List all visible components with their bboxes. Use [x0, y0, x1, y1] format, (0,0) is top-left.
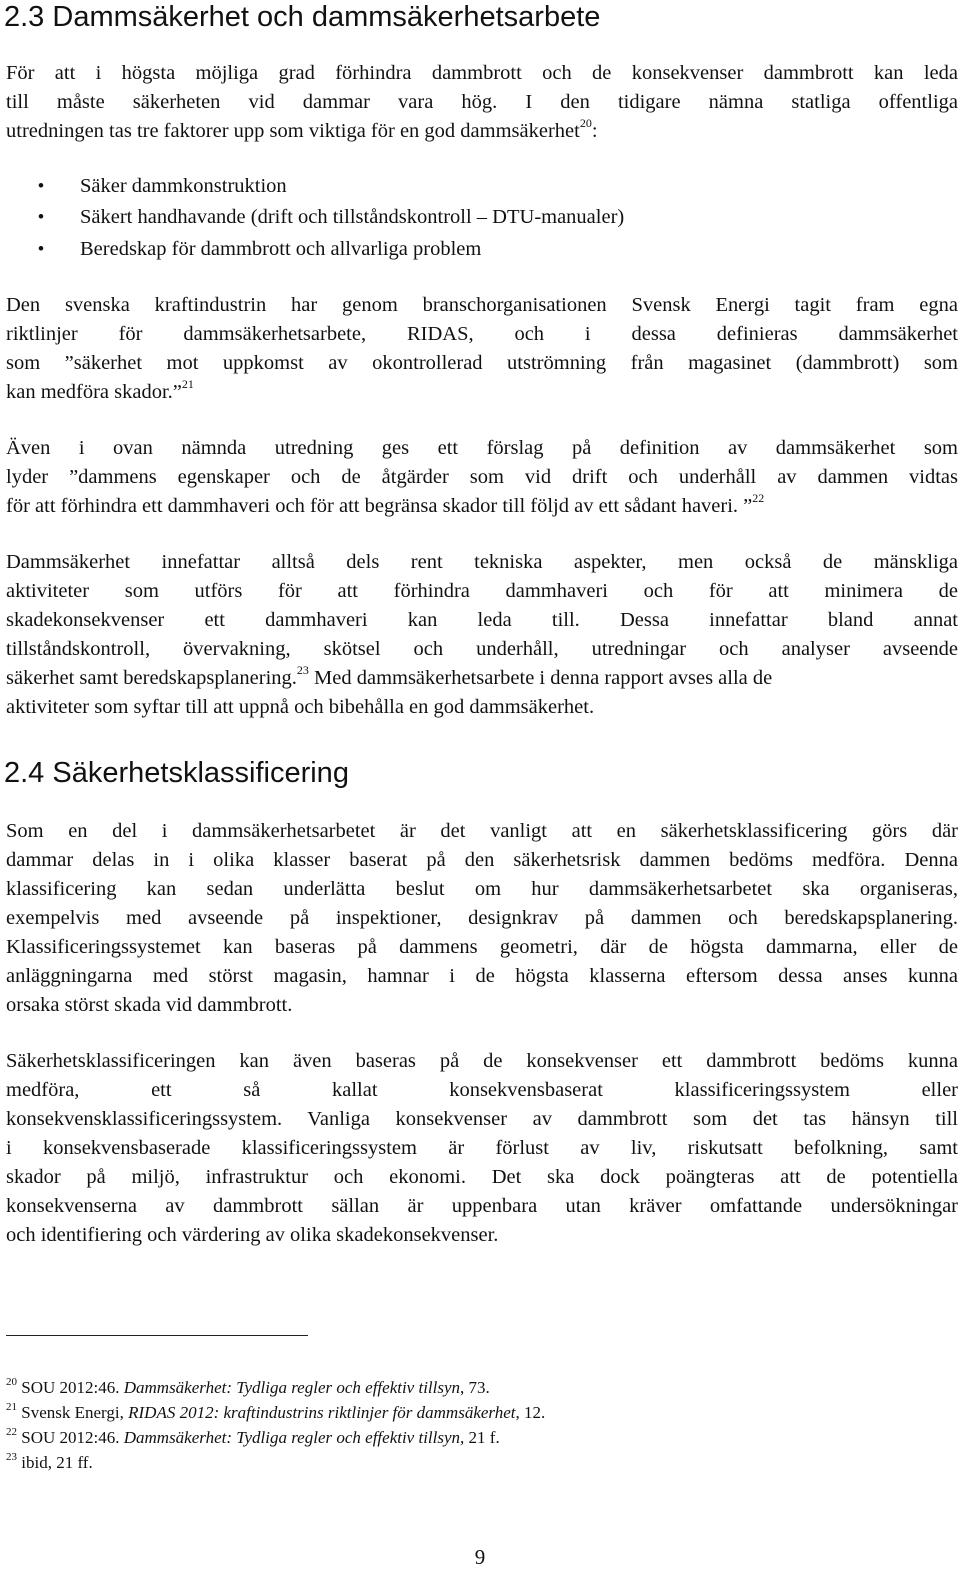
paragraph-line: utredningen tas tre faktorer upp som viktiga för en god dammsäkerhet$^{20}$:: [6, 116, 598, 142]
paragraph-line: Även i ovan nämnda utredning ges ett förslag på definition av dammsäkerhet som: [6, 437, 958, 459]
paragraph-line: lyder ”dammens egenskaper och de åtgärder som vid drift och underhåll av dammen vidtas: [6, 466, 958, 488]
footnote-ref: 20: [579, 116, 592, 131]
paragraph-line: exempelvis med avseende på inspektioner, designkrav på dammen och beredskapsplanering.: [6, 907, 958, 929]
footnote: $^{23}$ ibid, 21 ff.: [6, 1451, 93, 1472]
paragraph-line: klassificering kan sedan underlätta beslut om hur dammsäkerhetsarbetet ska organiseras,: [6, 878, 958, 900]
paragraph-line: skadekonsekvenser ett dammhaveri kan leda till. Dessa innefattar bland annat: [6, 609, 958, 631]
paragraph-line: skador på miljö, infrastruktur och ekonomi. Det ska dock poängteras att de potentiella: [6, 1166, 958, 1188]
section-heading-sakerhetsklassificering: 2.4 Säkerhetsklassificering: [4, 757, 349, 789]
paragraph-line: aktiviteter som syftar till att uppnå och bibehålla en god dammsäkerhet.: [6, 696, 595, 718]
list-item: Säkert handhavande (drift och tillståndskontroll – DTU-manualer): [80, 206, 625, 228]
paragraph-line: medföra, ett så kallat konsekvensbaserat klassificeringssystem eller: [6, 1079, 958, 1101]
footnote: $^{20}$ SOU 2012:46. Dammsäkerhet: Tydliga regler och effektiv tillsyn, 73.: [6, 1376, 490, 1397]
paragraph-line: som ”säkerhet mot uppkomst av okontrollerad utströmning från magasinet (dammbrott) som: [6, 352, 958, 374]
paragraph-line: anläggningarna med störst magasin, hamnar i de högsta klasserna eftersom dessa anses kunna: [6, 965, 958, 987]
paragraph-line: tillståndskontroll, övervakning, skötsel och underhåll, utredningar och analyser avseende: [6, 638, 958, 660]
paragraph-line: för att förhindra ett dammhaveri och för att begränsa skador till följd av ett sådant haveri. ”$^{22}$: [6, 491, 765, 517]
footnote-separator: [6, 1335, 308, 1336]
footnote: $^{22}$ SOU 2012:46. Dammsäkerhet: Tydliga regler och effektiv tillsyn, 21 f.: [6, 1426, 500, 1447]
paragraph-line: till måste säkerheten vid dammar vara hög. I den tidigare nämna statliga offentliga: [6, 91, 958, 113]
paragraph-line: Den svenska kraftindustrin har genom branschorganisationen Svensk Energi tagit fram egna: [6, 294, 958, 316]
bullet-icon: •: [38, 176, 44, 195]
paragraph-line: i konsekvensbaserade klassificeringssystem är förlust av liv, riskutsatt befolkning, samt: [6, 1137, 958, 1159]
footnote: $^{21}$ Svensk Energi, RIDAS 2012: kraftindustrins riktlinjer för dammsäkerhet, 12.: [6, 1401, 546, 1422]
paragraph-line: Säkerhetsklassificeringen kan även baseras på de konsekvenser ett dammbrott bedöms kunna: [6, 1050, 958, 1072]
paragraph-line: aktiviteter som utförs för att förhindra dammhaveri och för att minimera de: [6, 580, 958, 602]
paragraph-line: konsekvenserna av dammbrott sällan är uppenbara utan kräver omfattande undersökningar: [6, 1195, 958, 1217]
page-number: 9: [474, 1545, 486, 1569]
paragraph-line: riktlinjer för dammsäkerhetsarbete, RIDAS, och i dessa definieras dammsäkerhet: [6, 323, 958, 345]
footnote-ref: 21: [181, 377, 194, 392]
paragraph-line: och identifiering och värdering av olika skadekonsekvenser.: [6, 1224, 499, 1246]
bullet-icon: •: [38, 207, 44, 226]
paragraph-line: Dammsäkerhet innefattar alltså dels rent tekniska aspekter, men också de mänskliga: [6, 551, 958, 573]
paragraph-line: Klassificeringssystemet kan baseras på dammens geometri, där de högsta dammarna, eller de: [6, 936, 958, 958]
paragraph-line: konsekvensklassificeringssystem. Vanliga konsekvenser av dammbrott som det tas hänsyn till: [6, 1108, 958, 1130]
paragraph-line: kan medföra skador.”$^{21}$: [6, 377, 194, 403]
paragraph-line: Som en del i dammsäkerhetsarbetet är det vanligt att en säkerhetsklassificering görs där: [6, 820, 958, 842]
bullet-icon: •: [38, 239, 44, 258]
paragraph-line: säkerhet samt beredskapsplanering.$^{23}$ Med dammsäkerhetsarbete i denna rapport avses alla de: [6, 663, 773, 689]
section-heading-dammsakerhet: 2.3 Dammsäkerhet och dammsäkerhetsarbete: [4, 1, 601, 33]
list-item: Beredskap för dammbrott och allvarliga problem: [80, 238, 482, 260]
list-item: Säker dammkonstruktion: [80, 175, 287, 197]
footnote-ref: 22: [752, 491, 765, 506]
paragraph-line: dammar delas in i olika klasser baserat på den säkerhetsrisk dammen bedöms medföra. Denna: [6, 849, 958, 871]
paragraph-line: orsaka störst skada vid dammbrott.: [6, 994, 293, 1016]
footnote-ref: 23: [296, 663, 309, 678]
paragraph-line: För att i högsta möjliga grad förhindra dammbrott och de konsekvenser dammbrott kan leda: [6, 62, 958, 84]
